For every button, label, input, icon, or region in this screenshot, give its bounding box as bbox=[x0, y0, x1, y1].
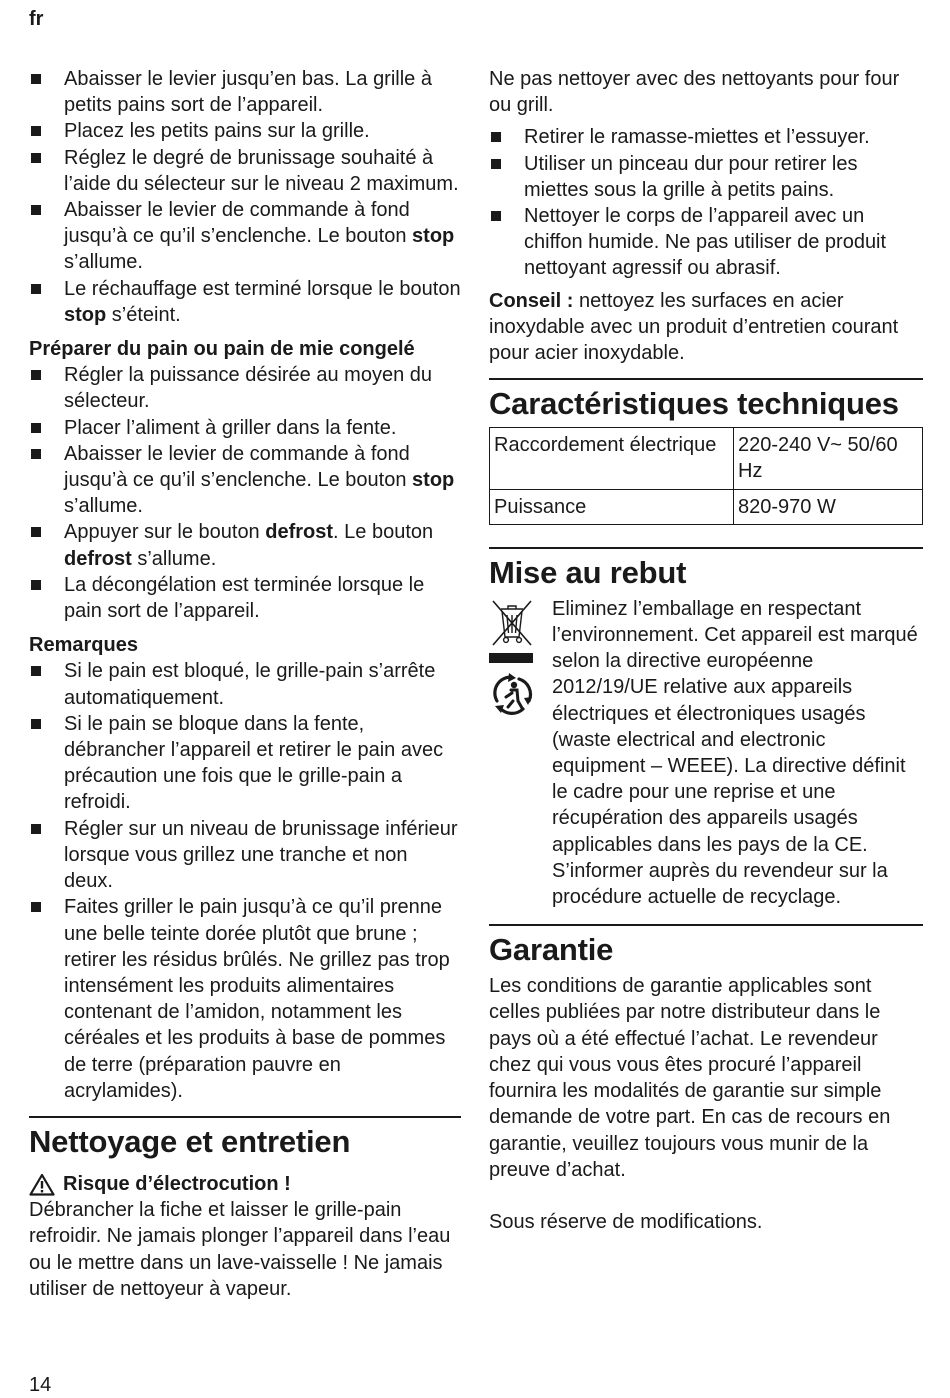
cleaning-steps-list bbox=[489, 124, 923, 281]
remarks-heading: Remarques bbox=[29, 634, 138, 657]
bullet-square-icon bbox=[491, 159, 501, 169]
list-item: Nettoyer le corps de l’appareil avec un chiffon humide. Ne pas utiliser de produit nettoyant agressif ou abrasif. bbox=[489, 203, 923, 282]
table-row bbox=[490, 428, 923, 489]
frozen-bread-heading: Préparer du pain ou pain de mie congelé bbox=[29, 338, 415, 361]
bullet-square-icon bbox=[31, 284, 41, 294]
bullet-square-icon bbox=[491, 132, 501, 142]
list-item: Si le pain est bloqué, le grille-pain s’arrête automatiquement. bbox=[29, 658, 461, 710]
list-item: Le réchauffage est terminé lorsque le bouton stop s’éteint. bbox=[29, 276, 461, 328]
bullet-square-icon bbox=[31, 580, 41, 590]
warning-triangle-icon bbox=[29, 1173, 55, 1196]
disposal-heading: Mise au rebut bbox=[489, 547, 923, 592]
cleaning-heading: Nettoyage et entretien bbox=[29, 1116, 461, 1161]
spec-label: Puissance bbox=[490, 489, 734, 524]
spec-label: Raccordement électrique bbox=[490, 428, 734, 489]
list-item: Faites griller le pain jusqu’à ce qu’il prenne une belle teinte dorée plutôt que brune ; retirer les résidus brûlés. Ne grillez pas trop intensément les produits alimentaires contenant de l’amidon, notamment les céréales et les produits à base de pommes de terre (préparation pauvre en acrylamides). bbox=[29, 894, 461, 1104]
recycling-person-icon bbox=[489, 671, 537, 717]
list-item: Abaisser le levier de commande à fond jusqu’à ce qu’il s’enclenche. Le bouton stop s’allume. bbox=[29, 197, 461, 276]
list-item: Utiliser un pinceau dur pour retirer les miettes sous la grille à petits pains. bbox=[489, 151, 923, 203]
language-code: fr bbox=[29, 8, 44, 30]
bullet-square-icon bbox=[31, 666, 41, 676]
reserve-note: Sous réserve de modifications. bbox=[489, 1210, 763, 1233]
bullet-square-icon bbox=[31, 824, 41, 834]
bullet-square-icon bbox=[31, 423, 41, 433]
list-item: La décongélation est terminée lorsque le pain sort de l’appareil. bbox=[29, 572, 461, 624]
bullet-square-icon bbox=[31, 449, 41, 459]
bullet-square-icon bbox=[31, 74, 41, 84]
tip-label: Conseil : bbox=[489, 289, 574, 312]
bullet-square-icon bbox=[31, 370, 41, 380]
bullet-square-icon bbox=[31, 153, 41, 163]
spec-value: 820-970 W bbox=[734, 489, 923, 524]
weee-bar bbox=[489, 653, 533, 663]
list-item: Abaisser le levier jusqu’en bas. La grille à petits pains sort de l’appareil. bbox=[29, 66, 461, 118]
bullet-square-icon bbox=[31, 527, 41, 537]
crossed-out-bin-icon bbox=[489, 597, 535, 647]
list-item: Appuyer sur le bouton defrost. Le bouton defrost s’allume. bbox=[29, 519, 461, 571]
table-row bbox=[490, 489, 923, 524]
list-item: Régler la puissance désirée au moyen du sélecteur. bbox=[29, 362, 461, 414]
page-number: 14 bbox=[29, 1374, 52, 1396]
reheat-steps-list bbox=[29, 66, 461, 328]
disposal-section bbox=[489, 596, 923, 910]
electrocution-warning bbox=[29, 1171, 461, 1197]
bullet-square-icon bbox=[491, 211, 501, 221]
warning-title: Risque d’électrocution ! bbox=[63, 1172, 291, 1195]
warranty-heading: Garantie bbox=[489, 924, 923, 969]
spec-value: 220-240 V~ 50/60 Hz bbox=[734, 428, 923, 489]
list-item: Réglez le degré de brunissage souhaité à l’aide du sélecteur sur le niveau 2 maximum. bbox=[29, 145, 461, 197]
bullet-square-icon bbox=[31, 902, 41, 912]
specs-heading: Caractéristiques techniques bbox=[489, 378, 923, 423]
specs-table bbox=[489, 427, 923, 525]
list-item: Si le pain se bloque dans la fente, débrancher l’appareil et retirer le pain avec précaution une fois que le grille-pain a refroidi. bbox=[29, 711, 461, 816]
list-item: Abaisser le levier de commande à fond jusqu’à ce qu’il s’enclenche. Le bouton stop s’allume. bbox=[29, 441, 461, 520]
frozen-steps-list bbox=[29, 362, 461, 624]
disposal-text: Eliminez l’emballage en respectant l’environnement. Cet appareil est marqué selon la directive européenne 2012/19/UE relative aux appareils électriques et électroniques usagés (waste electrical and electronic equipment – WEEE). La directive définit le cadre pour une reprise et une récupération des appareils usagés applicables dans les pays de la CE. S’informer auprès du revendeur sur la procédure actuelle de recyclage. bbox=[552, 597, 918, 909]
remarks-list bbox=[29, 658, 461, 1103]
list-item: Placer l’aliment à griller dans la fente. bbox=[29, 415, 461, 441]
left-column bbox=[29, 66, 461, 1302]
list-item: Régler sur un niveau de brunissage inférieur lorsque vous grillez une tranche et non deux. bbox=[29, 816, 461, 895]
list-item: Placez les petits pains sur la grille. bbox=[29, 118, 461, 144]
right-column bbox=[489, 66, 923, 1235]
disposal-icons bbox=[489, 596, 539, 717]
warning-text: Débrancher la fiche et laisser le grille-pain refroidir. Ne jamais plonger l’appareil dans l’eau ou le mettre dans un lave-vaisselle ! Ne jamais utiliser de nettoyeur à vapeur. bbox=[29, 1199, 451, 1300]
warranty-text: Les conditions de garantie applicables sont celles publiées par notre distributeur dans le pays où a été effectué l’achat. Le revendeur chez qui vous vous êtes procuré l’appareil fournira les modalités de garantie sur simple demande de votre part. En cas de recours en garantie, veuillez toujours vous munir de la preuve d’achat. bbox=[489, 975, 891, 1181]
bullet-square-icon bbox=[31, 126, 41, 136]
bullet-square-icon bbox=[31, 205, 41, 215]
bullet-square-icon bbox=[31, 719, 41, 729]
list-item: Retirer le ramasse-miettes et l’essuyer. bbox=[489, 124, 923, 150]
tip-paragraph: Conseil : nettoyez les surfaces en acier inoxydable avec un produit d’entretien courant pour acier inoxydable. bbox=[489, 289, 899, 365]
cleaning-intro: Ne pas nettoyer avec des nettoyants pour four ou grill. bbox=[489, 68, 900, 117]
